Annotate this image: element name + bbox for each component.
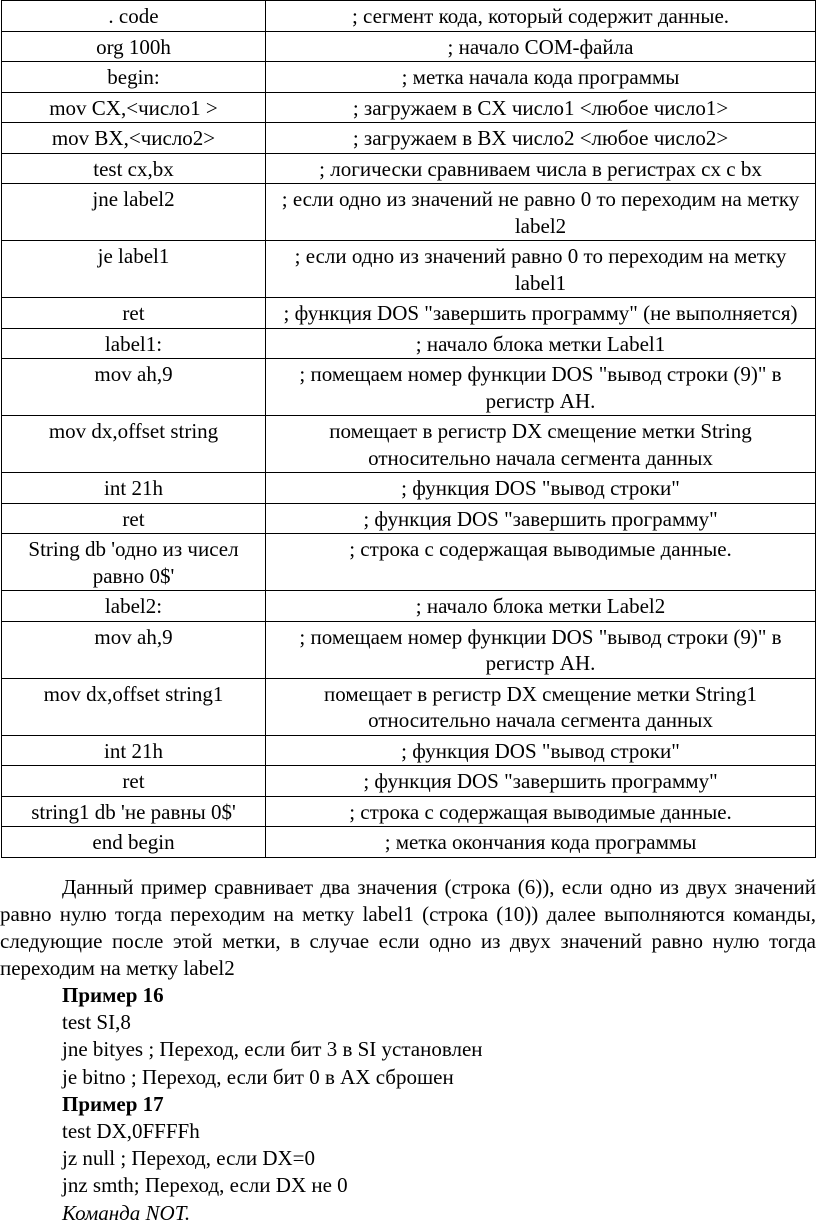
example-17-line: test DX,0FFFFh xyxy=(62,1119,200,1144)
table-row xyxy=(2,298,816,329)
table-row xyxy=(2,534,816,591)
example-16-line: je bitno ; Переход, если бит 0 в AX сброшен xyxy=(62,1064,454,1089)
table-row xyxy=(2,416,816,473)
table-row xyxy=(2,123,816,154)
comment-cell: ; функция DOS "вывод строки" xyxy=(266,473,816,504)
section-heading: Команда NOT. xyxy=(62,1200,191,1225)
table-row xyxy=(2,328,816,359)
table-row xyxy=(2,503,816,534)
code-cell: ret xyxy=(2,766,266,797)
example-16-title: Пример 16 xyxy=(62,983,164,1007)
comment-cell: ; функция DOS "завершить программу" (не выполняется) xyxy=(266,298,816,329)
comment-cell: ; если одно из значений не равно 0 то переходим на метку label2 xyxy=(266,184,816,241)
comment-cell: ; функция DOS "вывод строки" xyxy=(266,735,816,766)
example-16-line: test SI,8 xyxy=(62,1010,131,1035)
table-row xyxy=(2,735,816,766)
code-cell: je label1 xyxy=(2,241,266,298)
code-cell: mov dx,offset string1 xyxy=(2,678,266,735)
code-cell: end begin xyxy=(2,827,266,858)
table-row xyxy=(2,827,816,858)
comment-cell: ; функция DOS "завершить программу" xyxy=(266,766,816,797)
code-cell: org 100h xyxy=(2,31,266,62)
table-row xyxy=(2,678,816,735)
comment-cell: помещает в регистр DX смещение метки String относительно начала сегмента данных xyxy=(266,416,816,473)
code-cell: mov ah,9 xyxy=(2,359,266,416)
table-row xyxy=(2,766,816,797)
example-16-line: jne bityes ; Переход, если бит 3 в SI установлен xyxy=(62,1037,483,1062)
table-row xyxy=(2,1,816,32)
table-row xyxy=(2,62,816,93)
table-row xyxy=(2,591,816,622)
comment-cell: ; начало блока метки Label2 xyxy=(266,591,816,622)
comment-cell: ; загружаем в CX число1 <любое число1> xyxy=(266,92,816,123)
examples-block xyxy=(62,982,812,1227)
code-cell: string1 db 'не равны 0$' xyxy=(2,796,266,827)
comment-cell: ; начало блока метки Label1 xyxy=(266,328,816,359)
code-cell: int 21h xyxy=(2,735,266,766)
code-table xyxy=(1,0,816,858)
comment-cell: ; сегмент кода, который содержит данные. xyxy=(266,1,816,32)
code-cell: . code xyxy=(2,1,266,32)
comment-cell: ; метка окончания кода программы xyxy=(266,827,816,858)
code-cell: mov BX,<число2> xyxy=(2,123,266,154)
comment-cell: ; метка начала кода программы xyxy=(266,62,816,93)
comment-cell: ; загружаем в BX число2 <любое число2> xyxy=(266,123,816,154)
code-cell: mov ah,9 xyxy=(2,621,266,678)
comment-cell: ; помещаем номер функции DOS "вывод строки (9)" в регистр AH. xyxy=(266,359,816,416)
comment-cell: ; помещаем номер функции DOS "вывод строки (9)" в регистр AH. xyxy=(266,621,816,678)
table-row xyxy=(2,796,816,827)
code-cell: ret xyxy=(2,298,266,329)
code-cell: ret xyxy=(2,503,266,534)
table-row xyxy=(2,473,816,504)
code-cell: mov dx,offset string xyxy=(2,416,266,473)
table-row xyxy=(2,31,816,62)
comment-cell: ; строка с содержащая выводимые данные. xyxy=(266,796,816,827)
example-17-line: jnz smth; Переход, если DX не 0 xyxy=(62,1173,348,1198)
code-cell: test cx,bx xyxy=(2,153,266,184)
code-cell: jne label2 xyxy=(2,184,266,241)
table-row xyxy=(2,241,816,298)
example-17-line: jz null ; Переход, если DX=0 xyxy=(62,1146,316,1171)
example-17-title: Пример 17 xyxy=(62,1091,164,1116)
table-row xyxy=(2,153,816,184)
comment-cell: ; начало COM-файла xyxy=(266,31,816,62)
table-row xyxy=(2,621,816,678)
comment-cell: помещает в регистр DX смещение метки String1 относительно начала сегмента данных xyxy=(266,678,816,735)
code-cell: begin: xyxy=(2,62,266,93)
code-cell: String db 'одно из чисел равно 0$' xyxy=(2,534,266,591)
code-cell: int 21h xyxy=(2,473,266,504)
code-table-body xyxy=(2,1,816,858)
table-row xyxy=(2,184,816,241)
comment-cell: ; логически сравниваем числа в регистрах cx c bx xyxy=(266,153,816,184)
comment-cell: ; функция DOS "завершить программу" xyxy=(266,503,816,534)
code-cell: label1: xyxy=(2,328,266,359)
comment-cell: ; если одно из значений равно 0 то переходим на метку label1 xyxy=(266,241,816,298)
table-row xyxy=(2,92,816,123)
table-row xyxy=(2,359,816,416)
comment-cell: ; строка с содержащая выводимые данные. xyxy=(266,534,816,591)
description-paragraph: Данный пример сравнивает два значения (строка (6)), если одно из двух значений равно нулю тогда переходим на метку label1 (строка (10)) далее выполняются команды, следующие после этой метки, в случае если одно из двух значений равно нулю тогда переходим на метку label2 xyxy=(0,875,816,980)
code-cell: label2: xyxy=(2,591,266,622)
code-cell: mov CX,<число1 > xyxy=(2,92,266,123)
